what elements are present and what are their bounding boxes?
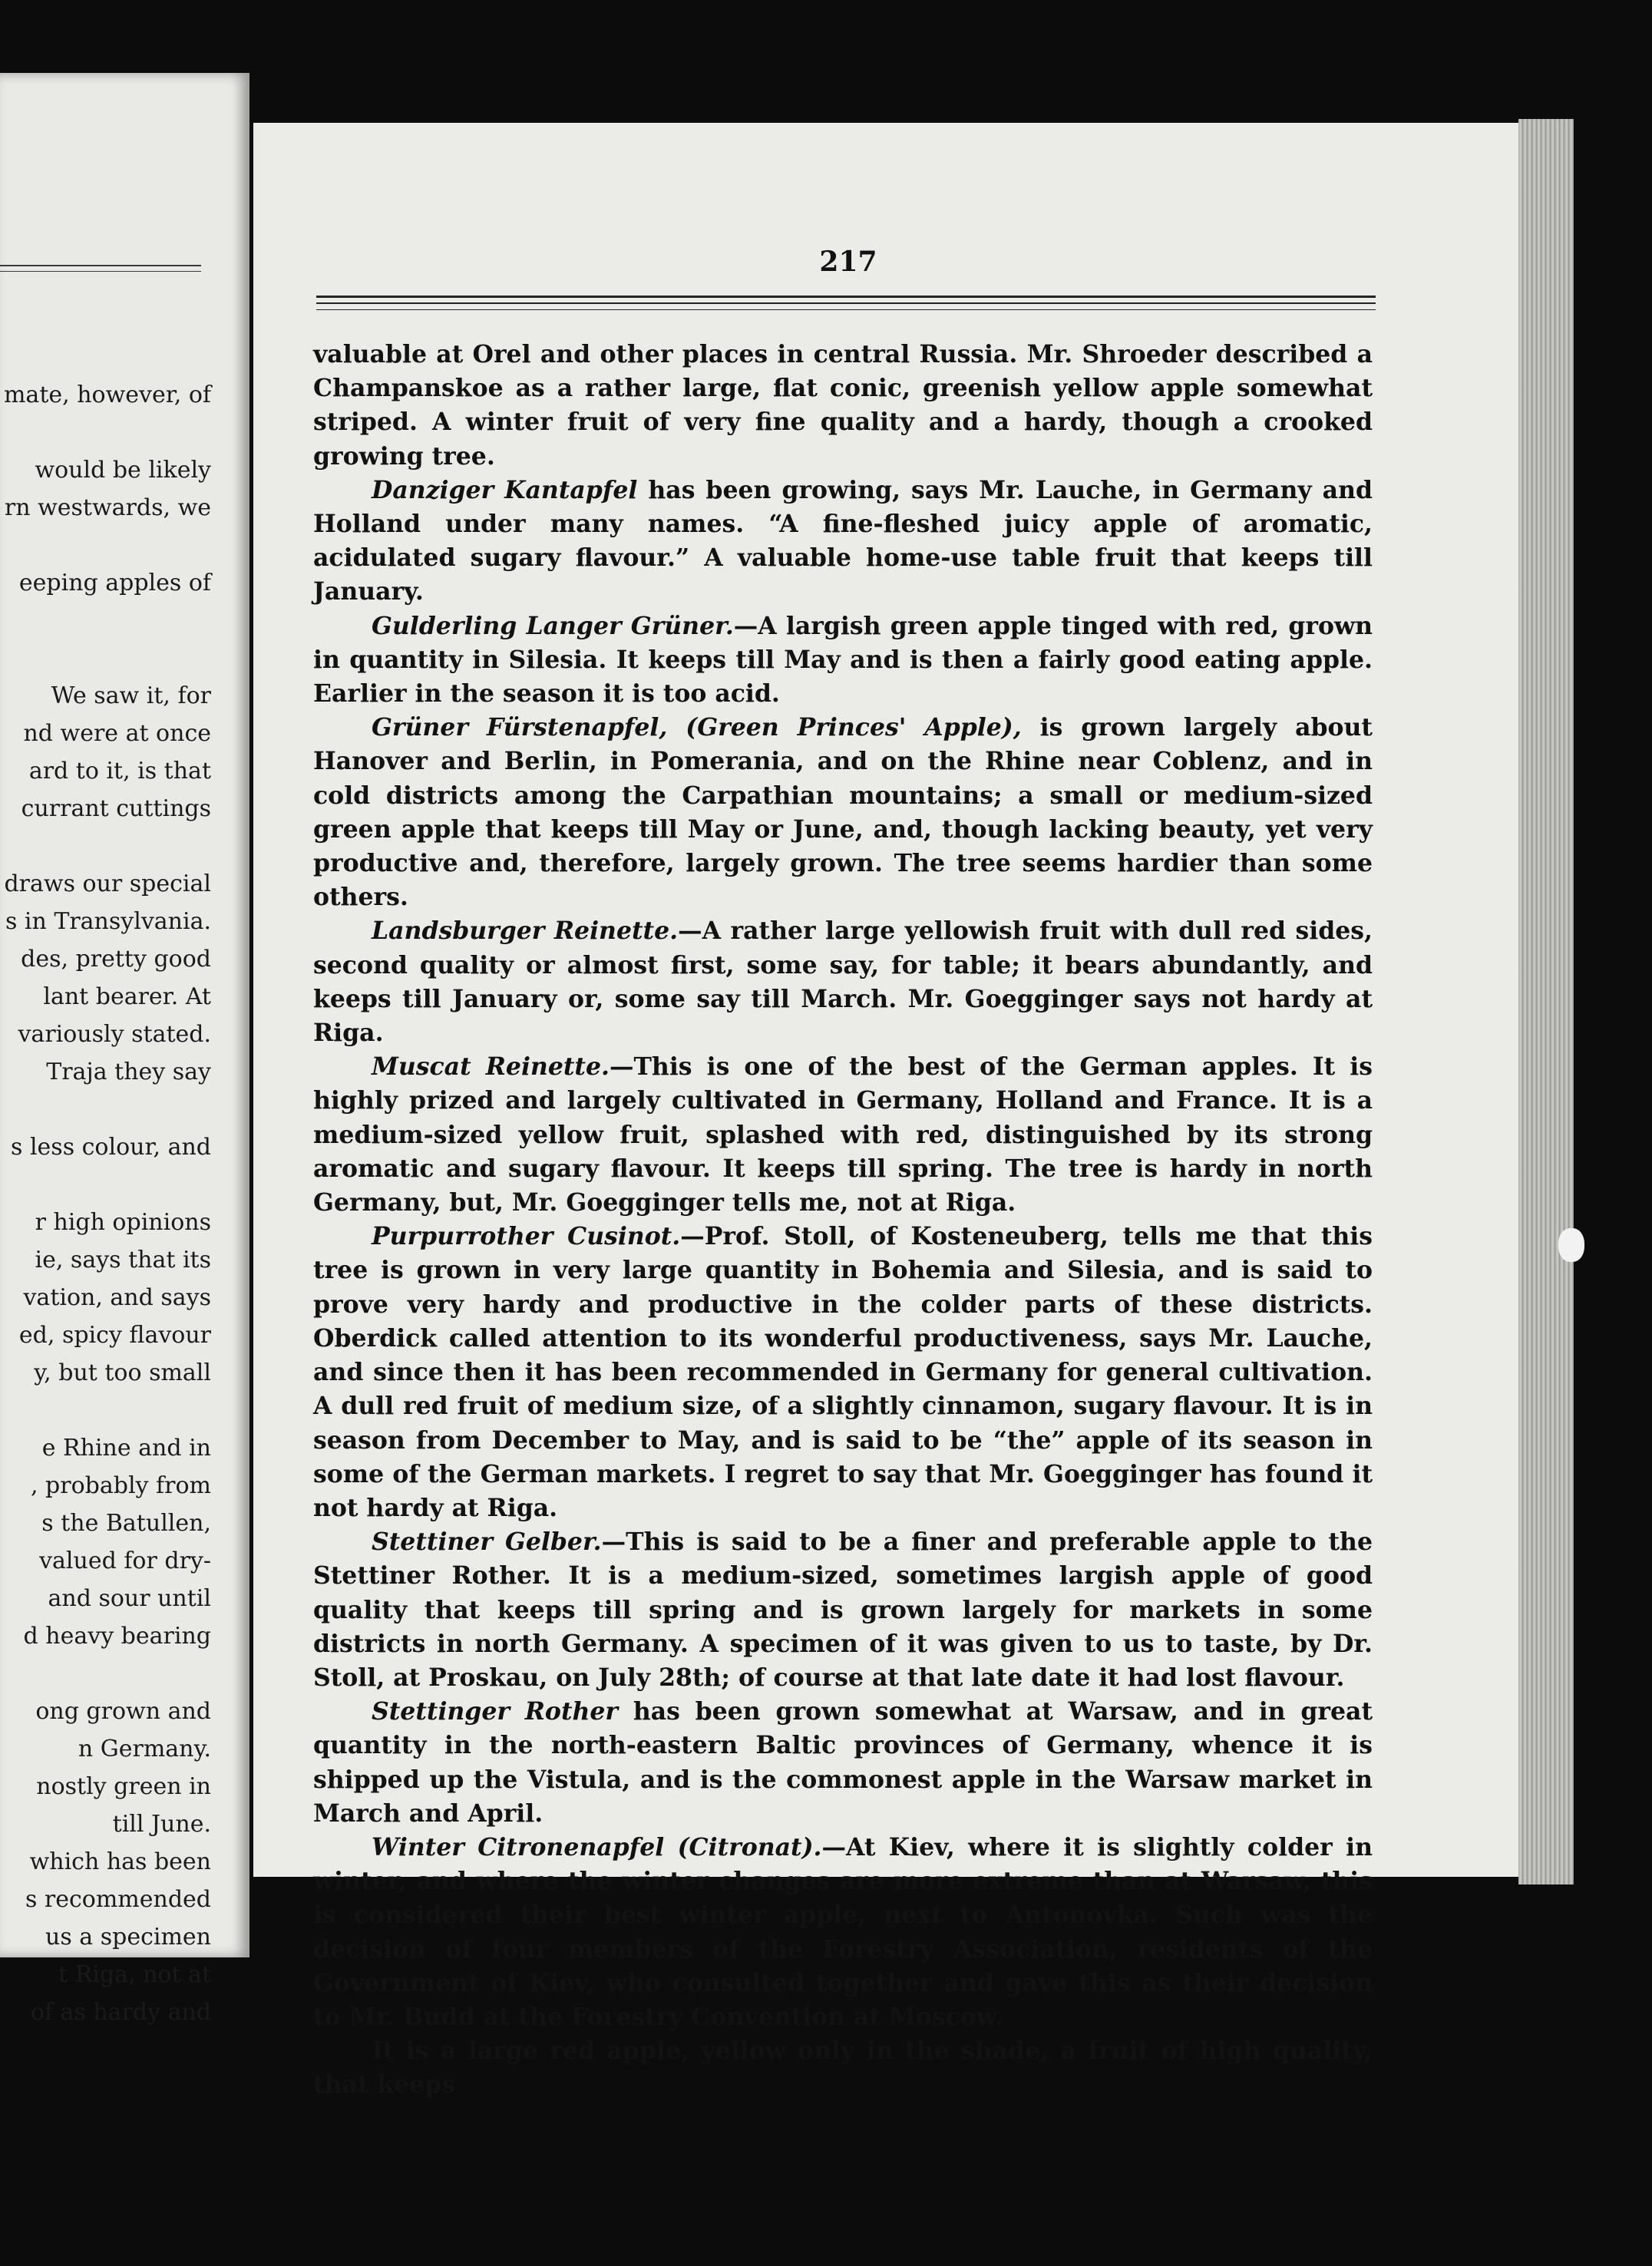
text-line	[0, 827, 211, 865]
left-page	[0, 73, 249, 2026]
text-line: ed, spicy flavour	[18, 1322, 211, 1349]
text-line: e Rhine and in	[41, 1435, 211, 1462]
text-line: s recommended	[25, 1886, 211, 1913]
left-rule	[0, 265, 201, 266]
entry-heading: Purpurrother Cusinot.	[372, 1222, 681, 1251]
paragraph	[313, 338, 1373, 474]
text-line: till June.	[112, 1811, 211, 1838]
page-edge	[1518, 119, 1574, 1884]
text-line: des, pretty good	[21, 946, 211, 973]
text-line: ong grown and	[35, 1698, 211, 1725]
paragraph	[313, 1220, 1373, 1525]
text-line: d heavy bearing	[23, 1623, 211, 1650]
paragraph-text: is grown largely about Hanover and Berlin, in Pomerania, and on the Rhine near Coblenz, and in cold districts among the Carpathian mountains; a small or medium-sized green apple that keeps till May or June, and, though lacking beauty, yet very productive and, therefore, largely grown. The tree seems hardier than some others.	[313, 713, 1373, 912]
text-line: , probably from	[30, 1472, 211, 1499]
paragraph	[313, 914, 1373, 1050]
header-rule	[316, 296, 1376, 298]
paragraph	[313, 2034, 1373, 2102]
text-line: mate, however, of	[3, 382, 211, 408]
text-line: us a specimen	[45, 1924, 211, 1951]
text-line	[0, 1392, 211, 1429]
text-line: and sour until	[48, 1585, 211, 1612]
paragraph-text: has been grown somewhat at Warsaw, and in great quantity in the north-eastern Baltic provinces of Germany, whence it is shipped up the Vistula, and is the commonest apple in the Warsaw market in March and April.	[313, 1697, 1373, 1828]
paragraph	[313, 474, 1373, 609]
page-number: 217	[819, 246, 877, 278]
left-rule	[0, 271, 201, 272]
entry-heading: Danziger Kantapfel	[372, 475, 638, 504]
paragraph-text: has been growing, says Mr. Lauche, in Germany and Holland under many names. “A fine-fleshed juicy apple of aromatic, acidulated sugary flavour.” A valuable home-use table fruit that keeps till January.	[313, 475, 1373, 606]
text-line: nd were at once	[23, 720, 211, 747]
text-line	[0, 1655, 211, 1693]
entry-heading: Winter Citronenapfel (Citronat).	[372, 1832, 822, 1861]
text-line	[0, 639, 211, 677]
text-line: nostly green in	[36, 1773, 211, 1800]
header-rule	[316, 302, 1376, 304]
paragraph	[313, 609, 1373, 712]
text-line: r high opinions	[35, 1209, 211, 1236]
text-line: rn westwards, we	[4, 494, 211, 521]
text-line	[0, 527, 211, 564]
text-line: which has been	[29, 1848, 211, 1875]
text-line: y, but too small	[34, 1359, 211, 1386]
text-line: eeping apples of	[18, 570, 211, 596]
paragraph	[313, 1525, 1373, 1695]
paragraph-text: valuable at Orel and other places in central Russia. Mr. Shroeder described a Champanskoe as a rather large, flat conic, greenish yellow apple somewhat striped. A winter fruit of very fine quality and a hardy, though a crooked growing tree.	[313, 340, 1373, 471]
paragraph-text: —A largish green apple tinged with red, grown in quantity in Silesia. It keeps till May and is then a fairly good eating apple. Earlier in the season it is too acid.	[313, 611, 1373, 709]
text-line: variously stated.	[18, 1021, 211, 1048]
text-line: We saw it, for	[51, 682, 211, 709]
text-line: n Germany.	[78, 1736, 211, 1762]
text-line	[0, 1166, 211, 1204]
header-rule	[316, 309, 1376, 310]
text-line: t Riga, not at	[58, 1961, 211, 1988]
paragraph	[313, 1831, 1373, 2034]
paragraph	[313, 1695, 1373, 1831]
text-line: lant bearer. At	[43, 983, 211, 1010]
text-line: s the Batullen,	[41, 1510, 211, 1537]
text-line: currant cuttings	[21, 795, 211, 822]
entry-heading: Gulderling Langer Grüner.	[372, 611, 734, 640]
text-line: s less colour, and	[11, 1134, 211, 1161]
paragraph-text: —This is one of the best of the German apples. It is highly prized and largely cultivated in Germany, Holland and France. It is a medium-sized yellow fruit, splashed with red, distinguished by its strong aromatic and sugary flavour. It keeps till spring. The tree is hardy in north Germany, but, Mr. Goegginger tells me, not at Riga.	[313, 1052, 1373, 1217]
paper-blemish	[1558, 1228, 1584, 1262]
body-text	[313, 338, 1373, 2102]
text-line: draws our special	[4, 870, 211, 897]
entry-heading: Grüner Fürstenapfel, (Green Princes' Apple),	[372, 713, 1022, 742]
paragraph-text: —At Kiev, where it is slightly colder in winter, and where the winter changes are more extreme than at Warsaw, this is considered their best winter apple, next to Antonovka. Such was the decision of four members of the Forestry Association, residents of the Government of Kiev, who consulted together and gave this as their decision to Mr. Budd at the Forestry Convention at Moscow.	[313, 1832, 1373, 2031]
text-line: ie, says that its	[35, 1247, 211, 1273]
paragraph-text: —This is said to be a finer and preferable apple to the Stettiner Rother. It is a medium-sized, sometimes largish apple of good quality that keeps till spring and is grown largely for markets in some districts in north Germany. A specimen of it was given to us to taste, by Dr. Stoll, at Proskau, on July 28th; of course at that late date it had lost flavour.	[313, 1528, 1373, 1692]
paragraph	[313, 1050, 1373, 1220]
entry-heading: Stettiner Gelber.	[372, 1528, 602, 1557]
entry-heading: Stettinger Rother	[372, 1697, 619, 1726]
text-line	[0, 602, 211, 639]
paragraph	[313, 711, 1373, 914]
text-line	[0, 414, 211, 451]
text-line	[0, 1091, 211, 1128]
text-line: s in Transylvania.	[5, 908, 211, 935]
text-line: Traja they say	[46, 1059, 211, 1085]
text-line: of as hardy and	[30, 1999, 211, 2026]
paragraph-text: —A rather large yellowish fruit with dull red sides, second quality or almost first, some say, for table; it bears abundantly, and keeps till January or, some say till March. Mr. Goegginger says not hardy at Riga.	[313, 917, 1373, 1048]
text-line: vation, and says	[23, 1284, 211, 1311]
paragraph-text: —Prof. Stoll, of Kosteneuberg, tells me that this tree is grown in very large quantity in Bohemia and Silesia, and is said to prove very hardy and productive in the colder parts of these districts. Oberdick called attention to its wonderful productiveness, says Mr. Lauche, and since then it has been recommended in Germany for general cultivation. A dull red fruit of medium size, of a slightly cinnamon, sugary flavour. It is in season from December to May, and is said to be “the” apple of its season in some of the German markets. I regret to say that Mr. Goegginger has found it not hardy at Riga.	[313, 1222, 1373, 1522]
text-line: would be likely	[35, 457, 211, 484]
text-line: ard to it, is that	[28, 758, 211, 785]
text-line: valued for dry-	[39, 1548, 211, 1574]
entry-heading: Landsburger Reinette.	[372, 917, 679, 946]
left-page-text	[0, 376, 211, 2031]
entry-heading: Muscat Reinette.	[372, 1052, 610, 1082]
paragraph-text: It is a large red apple, yellow only in the shade, a fruit of high quality, that keeps	[313, 2036, 1373, 2099]
